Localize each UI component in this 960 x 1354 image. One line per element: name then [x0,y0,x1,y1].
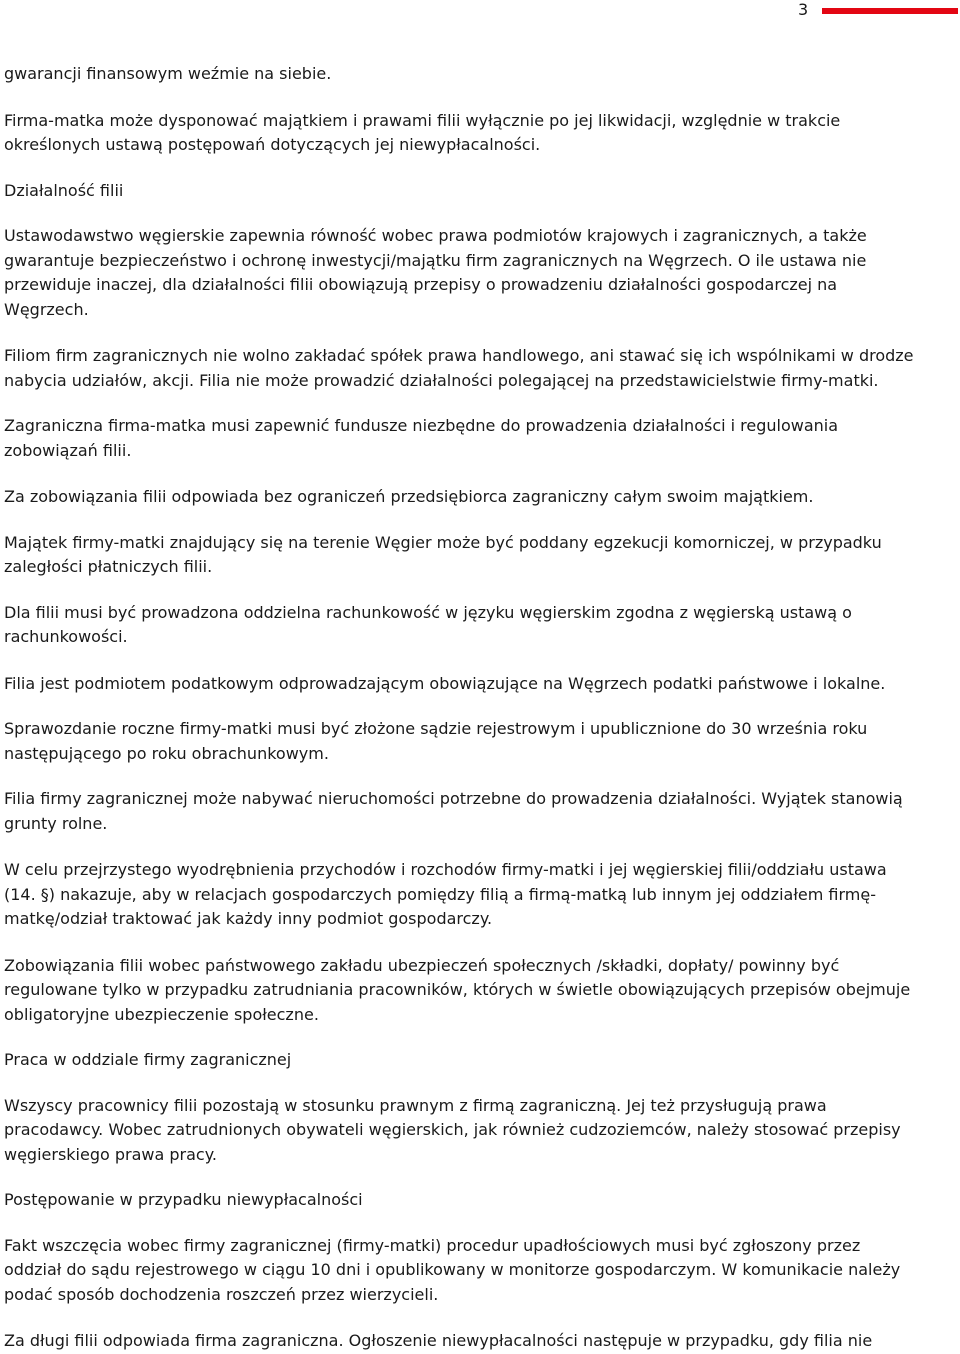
page-number: 3 [798,0,809,19]
paragraph-income-separation: W celu przejrzystego wyodrębnienia przychodów i rozchodów firmy-matki i jej węgierskiej filii/oddziału ustawa (14. §) nakazuje, aby w relacjach gospodarczych pomiędzy filią a firmą-matką lub innym jej oddziałem firmę- matkę/odział traktować jak każdy inny podmiot gospodarczy. [4,860,887,928]
paragraph-restrictions: Filiom firm zagranicznych nie wolno zakładać spółek prawa handlowego, ani stawać się ich wspólnikami w drodze nabycia udziałów, akcji. Filia nie może prowadzić działalności polegającej na przedstawicielstwie firmy-matki. [4,346,914,390]
section-heading-branch-activity: Działalność filii [4,180,124,200]
paragraph-social-insurance: Zobowiązania filii wobec państwowego zakładu ubezpieczeń społecznych /składki, dopłaty/ powinny być regulowane tylko w przypadku zatrudniania pracowników, których w świetle obowiązujących przepisów obejmuje obligatoryjne ubezpieczenie społeczne. [4,955,911,1024]
paragraph-taxes: Filia jest podmiotem podatkowym odprowadzającym obowiązujące na Węgrzech podatki państwowe i lokalne. [4,673,886,693]
paragraph-accounting: Dla filii musi być prowadzona oddzielna rachunkowość w języku węgierskim zgodna z węgierską ustawą o rachunkowości. [4,602,852,646]
paragraph-real-estate: Filia firmy zagranicznej może nabywać nieruchomości potrzebne do prowadzenia działalności. Wyjątek stanowią grunty rolne. [4,789,903,833]
paragraph-funding: Zagraniczna firma-matka musi zapewnić fundusze niezbędne do prowadzenia działalności i regulowania zobowiązań filii. [4,416,839,460]
paragraph-liability: Za zobowiązania filii odpowiada bez ograniczeń przedsiębiorca zagraniczny całym swoim majątkiem. [4,487,814,506]
paragraph-enforcement: Majątek firmy-matki znajdujący się na terenie Węgier może być poddany egzekucji komorniczej, w przypadku zaległości płatniczych filii. [4,532,882,576]
paragraph-parent-assets: Firma-matka może dysponować majątkiem i prawami filii wyłącznie po jej likwidacji, względnie w trakcie określonych ustawą postępowań dotyczących jej niewypłacalności. [4,110,841,154]
section-heading-work: Praca w oddziale firmy zagranicznej [4,1050,292,1069]
paragraph-continuation: gwarancji finansowym weźmie na siebie. [4,64,332,83]
paragraph-legislation: Ustawodawstwo węgierskie zapewnia równość wobec prawa podmiotów krajowych i zagranicznych, a także gwarantuje bezpieczeństwo i ochronę inwestycji/majątku firm zagranicznych na Węgrzech. O ile ustawa nie przewiduje inaczej, dla działalności filii obowiązują przepisy o prowadzeniu działalności gospodarczej na Węgrzech. [4,226,867,319]
header-accent-bar [822,8,958,14]
section-heading-insolvency: Postępowanie w przypadku niewypłacalności [4,1190,363,1209]
document-body [4,62,956,1354]
paragraph-employees: Wszyscy pracownicy filii pozostają w stosunku prawnym z firmą zagraniczną. Jej też przysługują prawa pracodawcy. Wobec zatrudnionych obywateli węgierskich, jak również cudzoziemców, należy stosować przepisy węgierskiego prawa pracy. [4,1095,901,1164]
paragraph-debts: Za długi filii odpowiada firma zagraniczna. Ogłoszenie niewypłacalności następuje w przypadku, gdy filia nie [4,1331,873,1350]
paragraph-bankruptcy-procedure: Fakt wszczęcia wobec firmy zagranicznej (firmy-matki) procedur upadłościowych musi być zgłoszony przez oddział do sądu rejestrowego w ciągu 10 dni i opublikowany w monitorze gospodarczym. W komunikacie należy podać sposób dochodzenia roszczeń przez wierzycieli. [4,1235,901,1304]
paragraph-annual-report: Sprawozdanie roczne firmy-matki musi być złożone sądzie rejestrowym i upublicznione do 30 września roku następującego po roku obrachunkowym. [4,719,868,763]
